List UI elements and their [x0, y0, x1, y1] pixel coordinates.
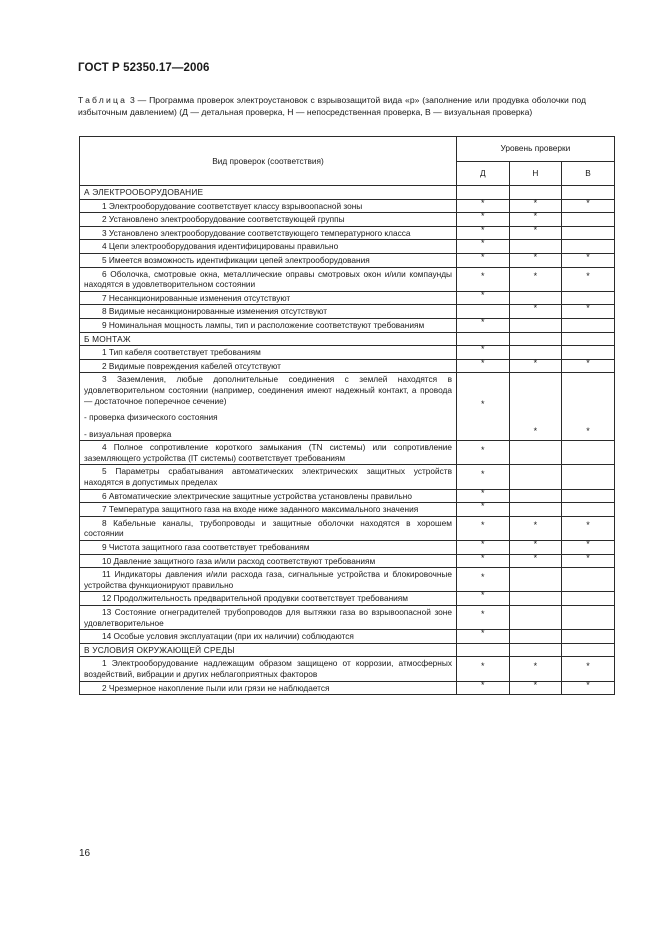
check-text: 7 Температура защитного газа на входе ниже заданного максимального значения: [80, 503, 457, 517]
section-title: А ЭЛЕКТРООБОРУДОВАНИЕ: [80, 186, 457, 200]
section-title: Б МОНТАЖ: [80, 332, 457, 346]
mark-v: *: [562, 267, 615, 291]
check-text: 14 Особые условия эксплуатации (при их наличии) соблюдаются: [80, 630, 457, 644]
empty-cell: [509, 441, 562, 465]
mark-n: *: [509, 226, 562, 240]
mark-d: *: [457, 465, 510, 489]
table-row: [80, 226, 615, 240]
table-row: [80, 359, 615, 373]
mark-d: *: [457, 681, 510, 695]
check-text: 12 Продолжительность предварительной продувки соответствует требованиям: [80, 592, 457, 606]
check-text: 5 Имеется возможность идентификации цепей электрооборудования: [80, 253, 457, 267]
empty-cell: [562, 213, 615, 227]
check-text: 6 Оболочка, смотровые окна, металлические оправы смотровых окон и/или компаунды находятся в удовлетворительном состоянии: [80, 267, 457, 291]
mark-n: *: [509, 253, 562, 267]
empty-cell: [562, 226, 615, 240]
check-text: 5 Параметры срабатывания автоматических электрических защитных устройств находятся в допустимых пределах: [80, 465, 457, 489]
empty-cell: [457, 643, 510, 657]
mark-v: *: [562, 657, 615, 681]
mark-v: *: [562, 681, 615, 695]
check-text: 1 Электрооборудование надлежащим образом защищено от коррозии, атмосферных воздействий, вибрации и других неблагоприятных факторов: [80, 657, 457, 681]
empty-cell: [509, 643, 562, 657]
mark-d: *: [457, 346, 510, 360]
empty-cell: [509, 465, 562, 489]
check-text: [80, 373, 457, 441]
empty-cell: [509, 568, 562, 592]
mark-v: *: [562, 541, 615, 555]
mark-d: *: [457, 554, 510, 568]
mark-d: *: [457, 226, 510, 240]
check-text: 1 Тип кабеля соответствует требованиям: [80, 346, 457, 360]
check-text: 4 Цепи электрооборудования идентифицированы правильно: [80, 240, 457, 254]
empty-cell: [509, 503, 562, 517]
table-row: [80, 305, 615, 319]
check-text: 4 Полное сопротивление короткого замыкания (TN системы) или сопротивление заземляющего устройства (IT системы) соответствует требованиям: [80, 441, 457, 465]
mark-d: *: [457, 541, 510, 555]
check-text: 1 Электрооборудование соответствует классу взрывоопасной зоны: [80, 199, 457, 213]
mark-n: *: [509, 213, 562, 227]
section-row: [80, 643, 615, 657]
table-row: [80, 657, 615, 681]
empty-cell: [562, 643, 615, 657]
mark-n: *: [509, 373, 562, 441]
table-row: [80, 554, 615, 568]
mark-v: *: [562, 253, 615, 267]
header-col-d: Д: [457, 161, 510, 186]
inspection-table: [79, 136, 615, 695]
mark-v: *: [562, 359, 615, 373]
mark-d: *: [457, 503, 510, 517]
header-check-level: Уровень проверки: [457, 137, 615, 162]
mark-d: *: [457, 373, 510, 441]
empty-cell: [562, 332, 615, 346]
mark-n: *: [509, 359, 562, 373]
check-text: 6 Автоматические электрические защитные устройства установлены правильно: [80, 489, 457, 503]
caption-label: Таблица: [78, 95, 128, 105]
table-row: [80, 516, 615, 540]
check-text: 10 Давление защитного газа и/или расход соответствуют требованиям: [80, 554, 457, 568]
caption-text: 3 — Программа проверок электроустановок с взрывозащитой вида «p» (заполнение или продувка оболочки под избыточным давлением) (Д — детальная проверка, Н — непосредственная проверка, В — визуальная проверка): [78, 95, 586, 117]
mark-n: *: [509, 541, 562, 555]
mark-n: *: [509, 554, 562, 568]
mark-d: *: [457, 606, 510, 630]
check-text: 9 Чистота защитного газа соответствует требованиям: [80, 541, 457, 555]
empty-cell: [509, 630, 562, 644]
subcheck-visual: - визуальная проверка: [84, 428, 172, 439]
empty-cell: [562, 318, 615, 332]
check-text: 2 Установлено электрооборудование соответствующей группы: [80, 213, 457, 227]
table-row: [80, 253, 615, 267]
empty-cell: [509, 606, 562, 630]
empty-cell: [562, 489, 615, 503]
mark-d: *: [457, 359, 510, 373]
check-text: 3 Установлено электрооборудование соответствующего температурного класса: [80, 226, 457, 240]
table-row: [80, 592, 615, 606]
empty-cell: [509, 489, 562, 503]
table-row: [80, 318, 615, 332]
check-main-text: 3 Заземления, любые дополнительные соединения с землей находятся в удовлетворительном состоянии (например, соединения имеют надежный контакт, а провода — достаточное поперечное сечение): [84, 374, 452, 406]
empty-cell: [562, 503, 615, 517]
document-title: ГОСТ Р 52350.17—2006: [78, 62, 210, 74]
mark-d: *: [457, 516, 510, 540]
check-text: 8 Кабельные каналы, трубопроводы и защитные оболочки находятся в хорошем состоянии: [80, 516, 457, 540]
mark-d: *: [457, 592, 510, 606]
mark-d: *: [457, 318, 510, 332]
mark-d: *: [457, 489, 510, 503]
mark-n: *: [509, 305, 562, 319]
table-row: [80, 489, 615, 503]
mark-v: *: [562, 373, 615, 441]
empty-cell: [562, 568, 615, 592]
header-col-n: Н: [509, 161, 562, 186]
table-row: [80, 681, 615, 695]
table-caption: [78, 95, 586, 118]
section-title: В УСЛОВИЯ ОКРУЖАЮЩЕЙ СРЕДЫ: [80, 643, 457, 657]
table-row: [80, 568, 615, 592]
check-text: 7 Несанкционированные изменения отсутствуют: [80, 291, 457, 305]
empty-cell: [509, 592, 562, 606]
mark-n: *: [509, 516, 562, 540]
mark-n: *: [509, 199, 562, 213]
empty-cell: [562, 465, 615, 489]
mark-d: *: [457, 291, 510, 305]
check-text: 8 Видимые несанкционированные изменения отсутствуют: [80, 305, 457, 319]
header-col-v: В: [562, 161, 615, 186]
empty-cell: [562, 592, 615, 606]
mark-d: *: [457, 213, 510, 227]
mark-n: *: [509, 681, 562, 695]
mark-v: *: [562, 305, 615, 319]
mark-d: *: [457, 240, 510, 254]
mark-v: *: [562, 554, 615, 568]
check-text: 11 Индикаторы давления и/или расхода газа, сигнальные устройства и блокировочные устройства функционируют правильно: [80, 568, 457, 592]
check-text: 9 Номинальная мощность лампы, тип и расположение соответствуют требованиям: [80, 318, 457, 332]
empty-cell: [509, 318, 562, 332]
mark-d: *: [457, 253, 510, 267]
table-row: [80, 465, 615, 489]
table-row: [80, 441, 615, 465]
mark-d: *: [457, 630, 510, 644]
mark-d: *: [457, 568, 510, 592]
table-row: [80, 630, 615, 644]
table-row: [80, 503, 615, 517]
mark-d: *: [457, 441, 510, 465]
empty-cell: [509, 332, 562, 346]
mark-d: *: [457, 657, 510, 681]
empty-cell: [562, 606, 615, 630]
mark-d: *: [457, 267, 510, 291]
empty-cell: [562, 441, 615, 465]
page-number: 16: [79, 848, 91, 859]
table-row: [80, 373, 615, 441]
table-row: [80, 267, 615, 291]
empty-cell: [562, 630, 615, 644]
header-check-type: Вид проверок (соответствия): [80, 137, 457, 186]
check-text: 13 Состояние огнеградителей трубопроводов для вытяжки газа во взрывоопасной зоне удовлетворительное: [80, 606, 457, 630]
mark-v: *: [562, 516, 615, 540]
header-row: [80, 137, 615, 162]
section-row: [80, 332, 615, 346]
check-text: 2 Видимые повреждения кабелей отсутствуют: [80, 359, 457, 373]
mark-d: *: [457, 199, 510, 213]
table-row: [80, 606, 615, 630]
check-text: 2 Чрезмерное накопление пыли или грязи не наблюдается: [80, 681, 457, 695]
mark-v: *: [562, 199, 615, 213]
mark-n: *: [509, 657, 562, 681]
mark-n: *: [509, 267, 562, 291]
subcheck-physical: - проверка физического состояния: [84, 412, 218, 423]
